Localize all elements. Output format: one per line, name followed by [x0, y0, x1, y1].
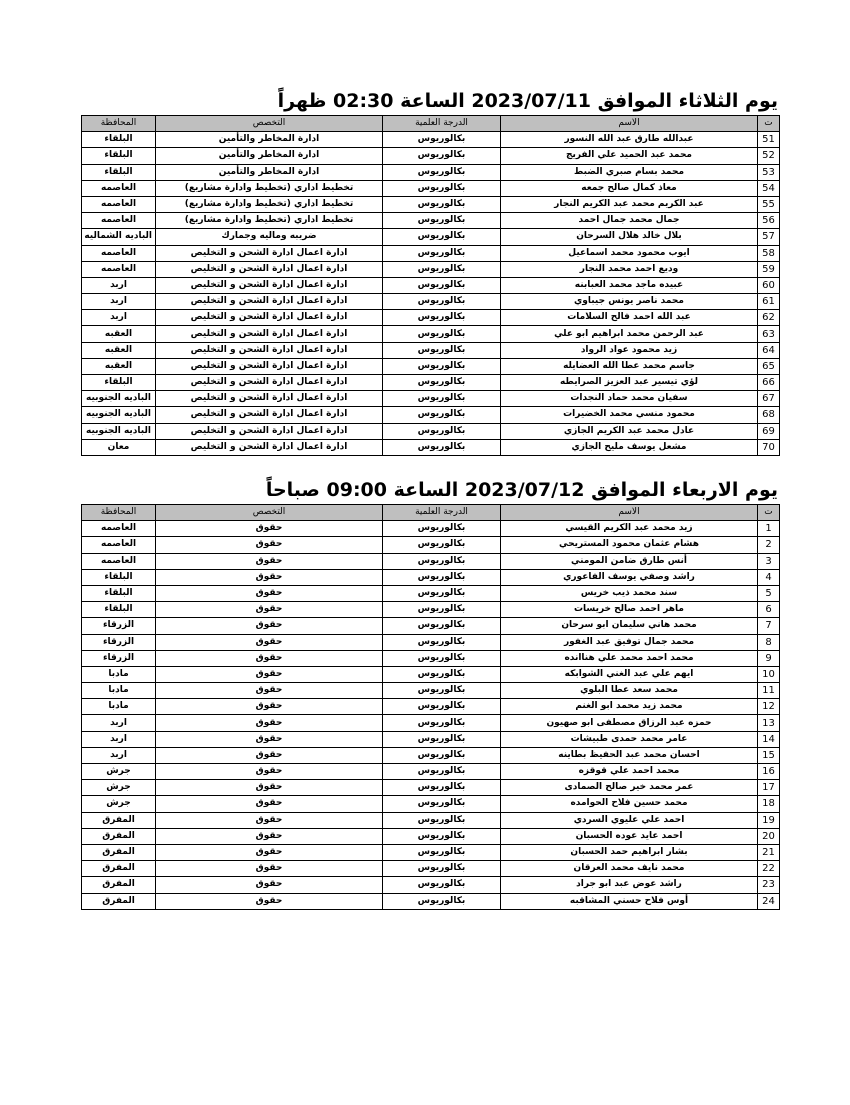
cell-name: أنس طارق ضامن المومني: [501, 553, 758, 569]
cell-specialization: حقوق: [156, 828, 383, 844]
cell-name: أوس فلاح حسني المشاقبه: [501, 893, 758, 909]
cell-name: عادل محمد عبد الكريم الجازي: [501, 423, 758, 439]
cell-specialization: حقوق: [156, 747, 383, 763]
cell-name: عمر محمد خير صالح الصمادى: [501, 780, 758, 796]
cell-specialization: حقوق: [156, 844, 383, 860]
header-degree: الدرجة العلمية: [383, 116, 501, 132]
table-row: [82, 132, 780, 148]
cell-num: 3: [758, 553, 780, 569]
cell-num: 7: [758, 618, 780, 634]
cell-degree: بكالوريوس: [383, 423, 501, 439]
cell-specialization: ادارة اعمال ادارة الشحن و التخليص: [156, 375, 383, 391]
cell-degree: بكالوريوس: [383, 164, 501, 180]
cell-governorate: العاصمه: [82, 521, 156, 537]
cell-degree: بكالوريوس: [383, 585, 501, 601]
cell-degree: بكالوريوس: [383, 537, 501, 553]
cell-degree: بكالوريوس: [383, 618, 501, 634]
cell-degree: بكالوريوس: [383, 715, 501, 731]
table-header-row: [82, 505, 780, 521]
table-row: [82, 877, 780, 893]
cell-governorate: العقبه: [82, 326, 156, 342]
cell-name: حمزه عبد الرزاق مصطفى ابو صهيون: [501, 715, 758, 731]
table-row: [82, 261, 780, 277]
cell-degree: بكالوريوس: [383, 650, 501, 666]
cell-specialization: ادارة اعمال ادارة الشحن و التخليص: [156, 423, 383, 439]
cell-degree: بكالوريوس: [383, 132, 501, 148]
cell-governorate: الباديه الجنوبيه: [82, 423, 156, 439]
cell-num: 57: [758, 229, 780, 245]
cell-specialization: حقوق: [156, 764, 383, 780]
cell-specialization: حقوق: [156, 731, 383, 747]
table-row: [82, 521, 780, 537]
cell-num: 23: [758, 877, 780, 893]
cell-degree: بكالوريوس: [383, 602, 501, 618]
cell-num: 18: [758, 796, 780, 812]
cell-specialization: تخطيط اداري (تخطيط وادارة مشاريع): [156, 180, 383, 196]
cell-governorate: العقبه: [82, 358, 156, 374]
cell-degree: بكالوريوس: [383, 569, 501, 585]
header-num: ت: [758, 505, 780, 521]
cell-governorate: العاصمه: [82, 245, 156, 261]
cell-governorate: اربد: [82, 294, 156, 310]
cell-num: 65: [758, 358, 780, 374]
cell-governorate: العاصمه: [82, 196, 156, 212]
cell-degree: بكالوريوس: [383, 326, 501, 342]
header-name: الاسم: [501, 505, 758, 521]
cell-name: محمد هاني سليمان ابو سرحان: [501, 618, 758, 634]
schedule-section-1: [84, 88, 780, 456]
cell-num: 5: [758, 585, 780, 601]
cell-governorate: البلقاء: [82, 602, 156, 618]
cell-num: 51: [758, 132, 780, 148]
cell-governorate: المفرق: [82, 844, 156, 860]
cell-name: محمد بسام صبري الضبط: [501, 164, 758, 180]
table-body: [82, 521, 780, 910]
cell-name: مشعل يوسف مليح الجازي: [501, 439, 758, 455]
cell-name: عامر محمد حمدى طبيشات: [501, 731, 758, 747]
table-row: [82, 569, 780, 585]
table-row: [82, 828, 780, 844]
cell-specialization: حقوق: [156, 780, 383, 796]
cell-degree: بكالوريوس: [383, 148, 501, 164]
table-row: [82, 148, 780, 164]
cell-governorate: اربد: [82, 747, 156, 763]
table-row: [82, 342, 780, 358]
cell-name: راشد وصفي يوسف الفاعوري: [501, 569, 758, 585]
cell-governorate: البلقاء: [82, 164, 156, 180]
cell-name: احمد عايد عوده الحسبان: [501, 828, 758, 844]
cell-num: 1: [758, 521, 780, 537]
cell-num: 63: [758, 326, 780, 342]
cell-specialization: ادارة اعمال ادارة الشحن و التخليص: [156, 439, 383, 455]
cell-name: ماهر احمد صالح خريسات: [501, 602, 758, 618]
cell-specialization: ادارة المخاطر والتأمين: [156, 132, 383, 148]
cell-governorate: معان: [82, 439, 156, 455]
cell-governorate: البلقاء: [82, 375, 156, 391]
table-row: [82, 893, 780, 909]
table-row: [82, 229, 780, 245]
cell-degree: بكالوريوس: [383, 294, 501, 310]
schedule-table: [81, 504, 780, 910]
cell-degree: بكالوريوس: [383, 277, 501, 293]
cell-specialization: حقوق: [156, 521, 383, 537]
cell-num: 64: [758, 342, 780, 358]
cell-num: 8: [758, 634, 780, 650]
cell-governorate: العاصمه: [82, 180, 156, 196]
table-row: [82, 196, 780, 212]
cell-name: عبيده ماجد محمد العبابنه: [501, 277, 758, 293]
cell-name: محمد نايف محمد العرقان: [501, 861, 758, 877]
table-row: [82, 699, 780, 715]
table-row: [82, 747, 780, 763]
cell-num: 56: [758, 213, 780, 229]
cell-governorate: اربد: [82, 277, 156, 293]
cell-governorate: اربد: [82, 731, 156, 747]
cell-degree: بكالوريوس: [383, 391, 501, 407]
table-row: [82, 585, 780, 601]
cell-num: 67: [758, 391, 780, 407]
cell-specialization: ادارة اعمال ادارة الشحن و التخليص: [156, 358, 383, 374]
table-row: [82, 634, 780, 650]
cell-specialization: حقوق: [156, 715, 383, 731]
cell-specialization: ادارة اعمال ادارة الشحن و التخليص: [156, 294, 383, 310]
cell-governorate: مادبا: [82, 683, 156, 699]
cell-num: 15: [758, 747, 780, 763]
cell-specialization: تخطيط اداري (تخطيط وادارة مشاريع): [156, 213, 383, 229]
cell-num: 6: [758, 602, 780, 618]
table-row: [82, 358, 780, 374]
cell-num: 21: [758, 844, 780, 860]
cell-specialization: حقوق: [156, 877, 383, 893]
cell-name: زيد محمد عبد الكريم القيسي: [501, 521, 758, 537]
cell-governorate: الزرقاء: [82, 634, 156, 650]
cell-name: سند محمد ذيب خريس: [501, 585, 758, 601]
cell-governorate: المفرق: [82, 893, 156, 909]
cell-governorate: المفرق: [82, 861, 156, 877]
cell-degree: بكالوريوس: [383, 699, 501, 715]
cell-governorate: جرش: [82, 796, 156, 812]
cell-name: محمد جمال توفيق عبد الغفور: [501, 634, 758, 650]
cell-num: 70: [758, 439, 780, 455]
cell-degree: بكالوريوس: [383, 553, 501, 569]
cell-num: 62: [758, 310, 780, 326]
table-row: [82, 375, 780, 391]
cell-name: محمود منسي محمد الخضيرات: [501, 407, 758, 423]
cell-governorate: البلقاء: [82, 132, 156, 148]
cell-specialization: حقوق: [156, 861, 383, 877]
cell-num: 17: [758, 780, 780, 796]
cell-specialization: ادارة اعمال ادارة الشحن و التخليص: [156, 342, 383, 358]
cell-degree: بكالوريوس: [383, 893, 501, 909]
cell-specialization: حقوق: [156, 569, 383, 585]
header-governorate: المحافظة: [82, 505, 156, 521]
cell-name: ايوب محمود محمد اسماعيل: [501, 245, 758, 261]
cell-governorate: الباديه الجنوبيه: [82, 391, 156, 407]
cell-num: 53: [758, 164, 780, 180]
cell-governorate: الباديه الجنوبيه: [82, 407, 156, 423]
cell-governorate: البلقاء: [82, 585, 156, 601]
cell-name: احسان محمد عبد الحفيظ بطاينه: [501, 747, 758, 763]
table-row: [82, 310, 780, 326]
cell-governorate: اربد: [82, 310, 156, 326]
cell-specialization: حقوق: [156, 553, 383, 569]
cell-governorate: المفرق: [82, 812, 156, 828]
cell-degree: بكالوريوس: [383, 229, 501, 245]
cell-name: وديع احمد محمد النجار: [501, 261, 758, 277]
table-row: [82, 294, 780, 310]
cell-degree: بكالوريوس: [383, 196, 501, 212]
section-title: يوم الثلاثاء الموافق 2023/07/11 الساعة 02:30 ظهراً: [277, 90, 778, 112]
cell-num: 58: [758, 245, 780, 261]
table-row: [82, 764, 780, 780]
cell-specialization: ادارة اعمال ادارة الشحن و التخليص: [156, 326, 383, 342]
cell-num: 2: [758, 537, 780, 553]
cell-name: ايهم علي عبد الغني الشوابكه: [501, 666, 758, 682]
cell-specialization: ادارة اعمال ادارة الشحن و التخليص: [156, 277, 383, 293]
table-row: [82, 245, 780, 261]
cell-num: 52: [758, 148, 780, 164]
cell-name: محمد احمد علي قوقزه: [501, 764, 758, 780]
table-row: [82, 537, 780, 553]
cell-specialization: ادارة اعمال ادارة الشحن و التخليص: [156, 310, 383, 326]
cell-degree: بكالوريوس: [383, 877, 501, 893]
cell-num: 69: [758, 423, 780, 439]
cell-specialization: ادارة اعمال ادارة الشحن و التخليص: [156, 245, 383, 261]
cell-specialization: حقوق: [156, 699, 383, 715]
cell-num: 16: [758, 764, 780, 780]
table-row: [82, 277, 780, 293]
cell-governorate: البلقاء: [82, 148, 156, 164]
cell-degree: بكالوريوس: [383, 764, 501, 780]
cell-degree: بكالوريوس: [383, 213, 501, 229]
cell-name: محمد حسين فلاح الحوامده: [501, 796, 758, 812]
cell-name: بلال خالد هلال السرحان: [501, 229, 758, 245]
table-row: [82, 715, 780, 731]
cell-degree: بكالوريوس: [383, 683, 501, 699]
cell-num: 13: [758, 715, 780, 731]
cell-specialization: ضريبه وماليه وجمارك: [156, 229, 383, 245]
table-row: [82, 602, 780, 618]
header-specialization: التخصص: [156, 505, 383, 521]
cell-name: سفيان محمد حماد النجدات: [501, 391, 758, 407]
cell-specialization: ادارة المخاطر والتأمين: [156, 164, 383, 180]
cell-governorate: الباديه الشماليه: [82, 229, 156, 245]
cell-num: 22: [758, 861, 780, 877]
cell-governorate: الزرقاء: [82, 650, 156, 666]
cell-specialization: ادارة اعمال ادارة الشحن و التخليص: [156, 261, 383, 277]
table-row: [82, 618, 780, 634]
table-row: [82, 407, 780, 423]
cell-degree: بكالوريوس: [383, 844, 501, 860]
cell-name: احمد علي عليوي السردي: [501, 812, 758, 828]
table-row: [82, 780, 780, 796]
cell-name: عبدالله طارق عبد الله النسور: [501, 132, 758, 148]
cell-specialization: حقوق: [156, 683, 383, 699]
cell-degree: بكالوريوس: [383, 407, 501, 423]
table-row: [82, 439, 780, 455]
cell-specialization: حقوق: [156, 634, 383, 650]
cell-num: 20: [758, 828, 780, 844]
cell-governorate: مادبا: [82, 699, 156, 715]
cell-degree: بكالوريوس: [383, 358, 501, 374]
cell-specialization: حقوق: [156, 796, 383, 812]
table-header-row: [82, 116, 780, 132]
cell-governorate: مادبا: [82, 666, 156, 682]
cell-degree: بكالوريوس: [383, 521, 501, 537]
cell-num: 61: [758, 294, 780, 310]
cell-name: زيد محمود عواد الرواد: [501, 342, 758, 358]
cell-degree: بكالوريوس: [383, 310, 501, 326]
table-row: [82, 326, 780, 342]
cell-governorate: اربد: [82, 715, 156, 731]
cell-specialization: حقوق: [156, 618, 383, 634]
cell-name: هشام عثمان محمود المستريحي: [501, 537, 758, 553]
cell-governorate: العاصمه: [82, 537, 156, 553]
cell-governorate: العاصمه: [82, 213, 156, 229]
cell-governorate: البلقاء: [82, 569, 156, 585]
cell-specialization: حقوق: [156, 602, 383, 618]
cell-governorate: العقبه: [82, 342, 156, 358]
table-row: [82, 423, 780, 439]
cell-governorate: العاصمه: [82, 261, 156, 277]
cell-degree: بكالوريوس: [383, 342, 501, 358]
cell-num: 66: [758, 375, 780, 391]
cell-specialization: حقوق: [156, 537, 383, 553]
cell-specialization: حقوق: [156, 650, 383, 666]
cell-degree: بكالوريوس: [383, 731, 501, 747]
header-name: الاسم: [501, 116, 758, 132]
cell-name: محمد سعد عطا البلوي: [501, 683, 758, 699]
cell-num: 55: [758, 196, 780, 212]
table-row: [82, 180, 780, 196]
cell-num: 12: [758, 699, 780, 715]
cell-num: 54: [758, 180, 780, 196]
cell-governorate: جرش: [82, 764, 156, 780]
table-row: [82, 861, 780, 877]
cell-degree: بكالوريوس: [383, 747, 501, 763]
table-row: [82, 164, 780, 180]
cell-degree: بكالوريوس: [383, 812, 501, 828]
cell-degree: بكالوريوس: [383, 180, 501, 196]
header-num: ت: [758, 116, 780, 132]
table-row: [82, 844, 780, 860]
cell-num: 68: [758, 407, 780, 423]
cell-num: 59: [758, 261, 780, 277]
cell-name: لؤي تيسير عبد العزيز الصرايطه: [501, 375, 758, 391]
cell-num: 10: [758, 666, 780, 682]
table-row: [82, 683, 780, 699]
cell-degree: بكالوريوس: [383, 828, 501, 844]
cell-degree: بكالوريوس: [383, 861, 501, 877]
cell-num: 4: [758, 569, 780, 585]
cell-degree: بكالوريوس: [383, 796, 501, 812]
cell-degree: بكالوريوس: [383, 261, 501, 277]
cell-num: 9: [758, 650, 780, 666]
cell-specialization: تخطيط اداري (تخطيط وادارة مشاريع): [156, 196, 383, 212]
cell-governorate: العاصمه: [82, 553, 156, 569]
cell-name: محمد احمد محمد علي هناانده: [501, 650, 758, 666]
cell-specialization: حقوق: [156, 585, 383, 601]
header-degree: الدرجة العلمية: [383, 505, 501, 521]
cell-name: جمال محمد جمال احمد: [501, 213, 758, 229]
table-row: [82, 553, 780, 569]
table-row: [82, 650, 780, 666]
schedule-table: [81, 115, 780, 456]
cell-name: عبد الكريم محمد عبد الكريم النجار: [501, 196, 758, 212]
cell-governorate: جرش: [82, 780, 156, 796]
cell-num: 11: [758, 683, 780, 699]
cell-num: 24: [758, 893, 780, 909]
cell-specialization: ادارة اعمال ادارة الشحن و التخليص: [156, 407, 383, 423]
cell-specialization: ادارة المخاطر والتأمين: [156, 148, 383, 164]
cell-name: معاذ كمال صالح جمعه: [501, 180, 758, 196]
table-row: [82, 812, 780, 828]
cell-name: محمد عبد الحميد علي الفريج: [501, 148, 758, 164]
cell-degree: بكالوريوس: [383, 780, 501, 796]
header-governorate: المحافظة: [82, 116, 156, 132]
table-row: [82, 666, 780, 682]
cell-name: راشد عوض عبد ابو جراد: [501, 877, 758, 893]
cell-governorate: الزرقاء: [82, 618, 156, 634]
cell-specialization: حقوق: [156, 666, 383, 682]
cell-num: 19: [758, 812, 780, 828]
table-row: [82, 731, 780, 747]
cell-degree: بكالوريوس: [383, 375, 501, 391]
cell-governorate: المفرق: [82, 877, 156, 893]
cell-degree: بكالوريوس: [383, 666, 501, 682]
cell-degree: بكالوريوس: [383, 439, 501, 455]
table-row: [82, 391, 780, 407]
cell-name: عبد الرحمن محمد ابراهيم ابو علي: [501, 326, 758, 342]
cell-name: محمد ناصر يونس جيباوي: [501, 294, 758, 310]
cell-name: جاسم محمد عطا الله العضايله: [501, 358, 758, 374]
cell-degree: بكالوريوس: [383, 245, 501, 261]
table-row: [82, 213, 780, 229]
table-body: [82, 132, 780, 456]
cell-specialization: حقوق: [156, 893, 383, 909]
cell-governorate: المفرق: [82, 828, 156, 844]
cell-name: محمد زيد محمد ابو الغنم: [501, 699, 758, 715]
cell-name: بشار ابراهيم حمد الحسبان: [501, 844, 758, 860]
schedule-section-2: [100, 477, 780, 910]
cell-num: 14: [758, 731, 780, 747]
cell-name: عبد الله احمد فالح السلامات: [501, 310, 758, 326]
table-row: [82, 796, 780, 812]
cell-specialization: حقوق: [156, 812, 383, 828]
section-title: يوم الاربعاء الموافق 2023/07/12 الساعة 09:00 صباحاً: [265, 479, 778, 501]
cell-specialization: ادارة اعمال ادارة الشحن و التخليص: [156, 391, 383, 407]
cell-num: 60: [758, 277, 780, 293]
cell-degree: بكالوريوس: [383, 634, 501, 650]
header-specialization: التخصص: [156, 116, 383, 132]
